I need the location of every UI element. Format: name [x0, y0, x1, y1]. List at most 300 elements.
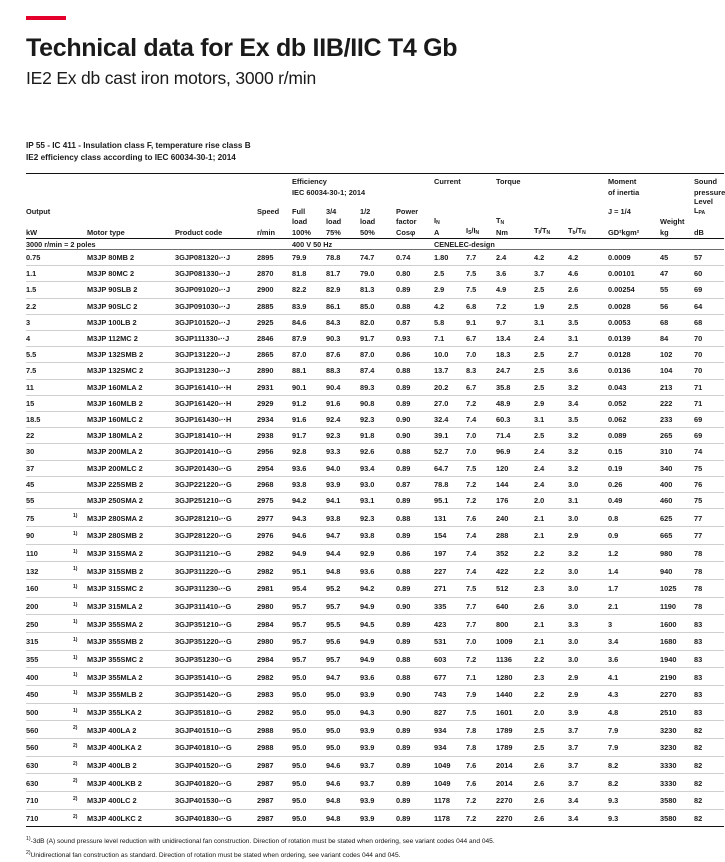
cell-output: 355 [26, 650, 73, 668]
cell-moi: 4.3 [608, 685, 660, 703]
cell-e75: 95.7 [326, 597, 360, 615]
cell-isin: 7.5 [466, 703, 496, 721]
cell-output: 560 [26, 738, 73, 756]
group-current-label: Current [434, 177, 461, 187]
cell-tit: 2.4 [534, 460, 568, 476]
cell-isin: 7.7 [466, 615, 496, 633]
col-eff-full-pct: 100% [292, 227, 311, 237]
cell-e50: 93.6 [360, 562, 396, 580]
cell-cos: 0.89 [396, 774, 434, 792]
cell-tn: 1789 [496, 721, 534, 739]
cell-cos: 0.88 [396, 509, 434, 527]
footnote-marker: 1) [73, 619, 78, 626]
cell-rpm: 2870 [257, 266, 292, 282]
table-group-row [26, 240, 724, 250]
cell-type: M3JP 315SMC 2 [87, 579, 175, 597]
cell-weight: 3330 [660, 756, 694, 774]
cell-tit: 2.2 [534, 650, 568, 668]
cell-weight: 980 [660, 544, 694, 562]
cell-weight: 3230 [660, 738, 694, 756]
cell-moi: 4.1 [608, 668, 660, 686]
cell-isin: 7.4 [466, 526, 496, 544]
cell-e50: 93.9 [360, 685, 396, 703]
cell-type: M3JP 200MLC 2 [87, 460, 175, 476]
cell-mark [73, 562, 87, 580]
cell-type: M3JP 400LC 2 [87, 792, 175, 810]
cell-cos: 0.89 [396, 792, 434, 810]
cell-tbt: 3.0 [568, 597, 608, 615]
cell-spl: 69 [694, 282, 724, 298]
cell-output: 500 [26, 703, 73, 721]
cell-rpm: 2987 [257, 809, 292, 827]
cell-tn: 35.8 [496, 379, 534, 395]
cell-rpm: 2975 [257, 493, 292, 509]
cell-output: 90 [26, 526, 73, 544]
cell-mark [73, 331, 87, 347]
col-eff-12-pct: 50% [360, 227, 375, 237]
cell-moi: 1.4 [608, 562, 660, 580]
cell-tit: 2.6 [534, 774, 568, 792]
preamble-line-2: IE2 efficiency class according to IEC 60034-30-1; 2014 [26, 153, 236, 163]
footnote-1 [26, 835, 646, 848]
cell-tn: 422 [496, 562, 534, 580]
cell-spl: 64 [694, 298, 724, 314]
cell-moi: 8.2 [608, 756, 660, 774]
cell-code: 3GJP161430-··H [175, 412, 257, 428]
cell-moi: 1.2 [608, 544, 660, 562]
cell-code: 3GJP401820-··G [175, 774, 257, 792]
cell-type: M3JP 355LKA 2 [87, 703, 175, 721]
table-row [26, 792, 724, 810]
cell-rpm: 2982 [257, 703, 292, 721]
col-pf-cos: Cosφ [396, 227, 416, 237]
table-row [26, 615, 724, 633]
cell-weight: 2510 [660, 703, 694, 721]
cell-spl: 77 [694, 526, 724, 544]
cell-spl: 74 [694, 444, 724, 460]
cell-in: 32.4 [434, 412, 466, 428]
cell-tn: 800 [496, 615, 534, 633]
cell-e50: 93.9 [360, 721, 396, 739]
cell-isin: 7.7 [466, 597, 496, 615]
cell-code: 3GJP081330-··J [175, 266, 257, 282]
cell-e50: 74.7 [360, 250, 396, 266]
cell-tbt: 2.6 [568, 282, 608, 298]
cell-tn: 7.2 [496, 298, 534, 314]
table-row [26, 562, 724, 580]
cell-cos: 0.88 [396, 444, 434, 460]
cell-cos: 0.89 [396, 460, 434, 476]
cell-tit: 2.4 [534, 444, 568, 460]
cell-e100: 95.4 [292, 579, 326, 597]
cell-e75: 87.6 [326, 347, 360, 363]
preamble-line-1: IP 55 - IC 411 - Insulation class F, temperature rise class B [26, 141, 251, 151]
cell-e50: 91.7 [360, 331, 396, 347]
table-row [26, 756, 724, 774]
cell-spl: 78 [694, 562, 724, 580]
cell-tn: 120 [496, 460, 534, 476]
col-tbt-letter2: T [577, 226, 583, 236]
cell-output: 18.5 [26, 412, 73, 428]
cell-code: 3GJP311210-··G [175, 544, 257, 562]
cell-moi: 3.6 [608, 650, 660, 668]
footnote-2 [26, 849, 646, 862]
cell-code: 3GJP351810-··G [175, 703, 257, 721]
cell-in: 827 [434, 703, 466, 721]
cell-e100: 95.0 [292, 703, 326, 721]
cell-type: M3JP 80MB 2 [87, 250, 175, 266]
col-eff-12-line1: 1/2 [360, 207, 371, 217]
cell-tn: 48.9 [496, 395, 534, 411]
cell-tbt: 3.2 [568, 544, 608, 562]
cell-tbt: 3.4 [568, 809, 608, 827]
cell-tit: 4.2 [534, 250, 568, 266]
col-tit-sub1: I [538, 230, 540, 237]
col-speed-unit: r/min [257, 227, 276, 237]
cell-type: M3JP 225SMB 2 [87, 476, 175, 492]
cell-output: 0.75 [26, 250, 73, 266]
cell-output: 4 [26, 331, 73, 347]
cell-code: 3GJP311230-··G [175, 579, 257, 597]
cell-e50: 94.9 [360, 597, 396, 615]
cell-mark [73, 526, 87, 544]
cell-isin: 7.0 [466, 428, 496, 444]
cell-isin: 7.2 [466, 395, 496, 411]
cell-moi: 0.043 [608, 379, 660, 395]
cell-mark [73, 250, 87, 266]
cell-isin: 7.5 [466, 282, 496, 298]
table-row [26, 809, 724, 827]
cell-output: 160 [26, 579, 73, 597]
cell-type: M3JP 100LB 2 [87, 314, 175, 330]
cell-code: 3GJP101520-··J [175, 314, 257, 330]
cell-moi: 0.0136 [608, 363, 660, 379]
cell-tbt: 3.5 [568, 412, 608, 428]
cell-rpm: 2954 [257, 460, 292, 476]
cell-tn: 2270 [496, 809, 534, 827]
cell-mark [73, 792, 87, 810]
table-row [26, 298, 724, 314]
cell-e50: 93.6 [360, 668, 396, 686]
col-tit-sub2: N [546, 230, 551, 237]
footnote-marker: 1) [73, 583, 78, 590]
cell-tn: 1009 [496, 632, 534, 650]
cell-code: 3GJP201410-··G [175, 444, 257, 460]
cell-e75: 94.0 [326, 460, 360, 476]
cell-mark [73, 632, 87, 650]
cell-code: 3GJP281220-··G [175, 526, 257, 544]
cell-isin: 6.7 [466, 379, 496, 395]
cell-e50: 92.6 [360, 444, 396, 460]
table-row [26, 266, 724, 282]
cell-in: 13.7 [434, 363, 466, 379]
cell-tit: 2.1 [534, 632, 568, 650]
cell-e75: 94.7 [326, 526, 360, 544]
cell-e75: 93.9 [326, 476, 360, 492]
cell-mark [73, 379, 87, 395]
cell-moi: 0.089 [608, 428, 660, 444]
cell-in: 531 [434, 632, 466, 650]
cell-code: 3GJP131230-··J [175, 363, 257, 379]
col-tit-letter: T [534, 226, 539, 236]
footnote-marker: 1) [73, 636, 78, 643]
footnote-marker: 2) [73, 778, 78, 785]
cell-in: 1178 [434, 792, 466, 810]
cell-output: 22 [26, 428, 73, 444]
cell-output: 5.5 [26, 347, 73, 363]
cell-output: 200 [26, 597, 73, 615]
cell-type: M3JP 200MLA 2 [87, 444, 175, 460]
header-labels-line3 [26, 226, 724, 238]
cell-type: M3JP 160MLB 2 [87, 395, 175, 411]
cell-type: M3JP 280SMB 2 [87, 526, 175, 544]
cell-tbt: 2.9 [568, 685, 608, 703]
cell-e75: 84.3 [326, 314, 360, 330]
cell-cos: 0.90 [396, 703, 434, 721]
cell-tbt: 3.0 [568, 562, 608, 580]
cell-isin: 7.0 [466, 444, 496, 460]
cell-rpm: 2980 [257, 632, 292, 650]
cell-mark [73, 650, 87, 668]
cell-tn: 96.9 [496, 444, 534, 460]
cell-e50: 79.0 [360, 266, 396, 282]
cell-e50: 81.3 [360, 282, 396, 298]
cell-e50: 92.3 [360, 509, 396, 527]
cell-mark [73, 298, 87, 314]
cell-cos: 0.88 [396, 363, 434, 379]
cell-weight: 400 [660, 476, 694, 492]
cell-mark [73, 809, 87, 827]
footnote-marker: 2) [73, 813, 78, 820]
group-sound-line2: pressure [694, 188, 725, 198]
col-pf-line1: Power [396, 207, 419, 217]
cell-mark [73, 363, 87, 379]
cell-e75: 82.9 [326, 282, 360, 298]
cell-moi: 3 [608, 615, 660, 633]
cell-e100: 95.0 [292, 685, 326, 703]
footnote-1-text: -3dB (A) sound pressure level reduction with unidirectional fan construction. Direction of rotation must be stated when ordering, see variant codes 044 and 045. [30, 838, 495, 846]
cell-spl: 75 [694, 493, 724, 509]
cell-code: 3GJP351220-··G [175, 632, 257, 650]
cell-tit: 2.5 [534, 282, 568, 298]
cell-e100: 95.7 [292, 615, 326, 633]
cell-weight: 222 [660, 395, 694, 411]
cell-e75: 95.5 [326, 615, 360, 633]
page-root [0, 16, 725, 860]
cell-tit: 2.5 [534, 738, 568, 756]
cell-code: 3GJP401830-··G [175, 809, 257, 827]
cell-weight: 55 [660, 282, 694, 298]
cell-weight: 625 [660, 509, 694, 527]
cell-output: 450 [26, 685, 73, 703]
cell-type: M3JP 112MC 2 [87, 331, 175, 347]
cell-e100: 87.0 [292, 347, 326, 363]
cell-code: 3GJP131220-··J [175, 347, 257, 363]
cell-isin: 6.7 [466, 331, 496, 347]
cell-code: 3GJP351410-··G [175, 668, 257, 686]
cell-e100: 94.9 [292, 544, 326, 562]
cell-e75: 95.7 [326, 650, 360, 668]
cell-output: 1.1 [26, 266, 73, 282]
cell-e50: 92.9 [360, 544, 396, 562]
cell-tit: 2.1 [534, 526, 568, 544]
cell-rpm: 2931 [257, 379, 292, 395]
cell-in: 2.5 [434, 266, 466, 282]
cell-e50: 94.9 [360, 632, 396, 650]
group-sound-label: Sound [694, 177, 717, 187]
cell-code: 3GJP351210-··G [175, 615, 257, 633]
cell-moi: 9.3 [608, 792, 660, 810]
cell-tit: 2.6 [534, 756, 568, 774]
footnote-marker: 1) [73, 689, 78, 696]
table-body [26, 250, 724, 827]
cell-output: 7.5 [26, 363, 73, 379]
cell-cos: 0.88 [396, 298, 434, 314]
cell-type: M3JP 355SMA 2 [87, 615, 175, 633]
cell-type: M3JP 160MLC 2 [87, 412, 175, 428]
cell-output: 110 [26, 544, 73, 562]
cell-spl: 70 [694, 331, 724, 347]
col-spl-unit: dB [694, 227, 704, 237]
cell-tbt: 4.6 [568, 266, 608, 282]
cell-spl: 83 [694, 668, 724, 686]
cell-e75: 94.6 [326, 774, 360, 792]
cell-e100: 91.7 [292, 428, 326, 444]
cell-e50: 90.8 [360, 395, 396, 411]
footnote-marker: 2) [73, 742, 78, 749]
cell-mark [73, 314, 87, 330]
cell-mark [73, 738, 87, 756]
cell-spl: 82 [694, 774, 724, 792]
cell-tbt: 3.5 [568, 314, 608, 330]
header-labels-line1 [26, 197, 724, 216]
cell-tbt: 3.2 [568, 444, 608, 460]
cell-e50: 94.3 [360, 703, 396, 721]
cell-tn: 60.3 [496, 412, 534, 428]
cell-cos: 0.87 [396, 314, 434, 330]
table-row [26, 650, 724, 668]
cell-e100: 79.9 [292, 250, 326, 266]
cell-isin: 9.1 [466, 314, 496, 330]
cell-rpm: 2987 [257, 774, 292, 792]
cell-mark [73, 544, 87, 562]
group-poles-label: 3000 r/min = 2 poles [26, 240, 96, 249]
cell-e100: 95.7 [292, 650, 326, 668]
footnote-marker: 1) [73, 566, 78, 573]
cell-in: 603 [434, 650, 466, 668]
cell-rpm: 2846 [257, 331, 292, 347]
cell-isin: 7.2 [466, 809, 496, 827]
cell-tn: 18.3 [496, 347, 534, 363]
cell-tn: 1136 [496, 650, 534, 668]
cell-tit: 2.5 [534, 363, 568, 379]
cell-in: 227 [434, 562, 466, 580]
col-isin-sub1: S [468, 230, 472, 237]
cell-type: M3JP 400LKA 2 [87, 738, 175, 756]
cell-rpm: 2968 [257, 476, 292, 492]
cell-e50: 93.9 [360, 809, 396, 827]
cell-e100: 92.8 [292, 444, 326, 460]
table-row [26, 703, 724, 721]
cell-type: M3JP 132SMB 2 [87, 347, 175, 363]
cell-type: M3JP 355MLB 2 [87, 685, 175, 703]
footnote-2-text: Unidirectional fan construction as standard. Direction of rotation must be stated when ordering, see variant codes 044 and 045. [30, 852, 401, 860]
cell-type: M3JP 400LB 2 [87, 756, 175, 774]
cell-in: 7.1 [434, 331, 466, 347]
cell-e75: 95.2 [326, 579, 360, 597]
cell-tn: 2.4 [496, 250, 534, 266]
cell-moi: 0.0009 [608, 250, 660, 266]
col-moment-line3: J = 1/4 [608, 207, 631, 217]
table-row [26, 493, 724, 509]
cell-tit: 2.3 [534, 668, 568, 686]
cell-weight: 3580 [660, 792, 694, 810]
cell-e75: 95.0 [326, 738, 360, 756]
cell-weight: 2190 [660, 668, 694, 686]
cell-e75: 86.1 [326, 298, 360, 314]
cell-type: M3JP 315SMA 2 [87, 544, 175, 562]
footnote-marker: 2) [73, 760, 78, 767]
cell-cos: 0.89 [396, 738, 434, 756]
cell-tbt: 2.5 [568, 298, 608, 314]
cell-e75: 95.0 [326, 721, 360, 739]
table-row [26, 685, 724, 703]
cell-weight: 47 [660, 266, 694, 282]
cell-isin: 7.7 [466, 250, 496, 266]
cell-e50: 93.4 [360, 460, 396, 476]
cell-rpm: 2925 [257, 314, 292, 330]
cell-tbt: 2.9 [568, 526, 608, 544]
cell-tit: 2.5 [534, 379, 568, 395]
col-motor-type: Motor type [87, 227, 125, 237]
cell-e75: 94.8 [326, 792, 360, 810]
cell-isin: 7.2 [466, 493, 496, 509]
cell-moi: 0.0053 [608, 314, 660, 330]
cell-cos: 0.90 [396, 428, 434, 444]
cell-isin: 7.5 [466, 579, 496, 597]
cell-type: M3JP 160MLA 2 [87, 379, 175, 395]
cell-spl: 76 [694, 476, 724, 492]
table-row [26, 379, 724, 395]
cell-tn: 1280 [496, 668, 534, 686]
cell-e100: 83.9 [292, 298, 326, 314]
cell-e75: 78.8 [326, 250, 360, 266]
cell-moi: 0.0139 [608, 331, 660, 347]
cell-mark [73, 428, 87, 444]
cell-e50: 93.9 [360, 792, 396, 810]
cell-code: 3GJP401510-··G [175, 721, 257, 739]
cell-isin: 7.6 [466, 774, 496, 792]
cell-e75: 92.4 [326, 412, 360, 428]
col-tn-letter: T [496, 216, 501, 226]
cell-spl: 60 [694, 266, 724, 282]
cell-isin: 7.0 [466, 347, 496, 363]
cell-tit: 2.4 [534, 476, 568, 492]
cell-output: 400 [26, 668, 73, 686]
cell-e100: 91.2 [292, 395, 326, 411]
cell-tn: 71.4 [496, 428, 534, 444]
cell-tit: 3.1 [534, 314, 568, 330]
cell-moi: 7.9 [608, 738, 660, 756]
cell-code: 3GJP161420-··H [175, 395, 257, 411]
cell-e100: 95.0 [292, 774, 326, 792]
table-row [26, 363, 724, 379]
cell-type: M3JP 400LA 2 [87, 721, 175, 739]
cell-type: M3JP 180MLA 2 [87, 428, 175, 444]
cell-spl: 82 [694, 792, 724, 810]
table-row [26, 282, 724, 298]
cell-mark [73, 509, 87, 527]
